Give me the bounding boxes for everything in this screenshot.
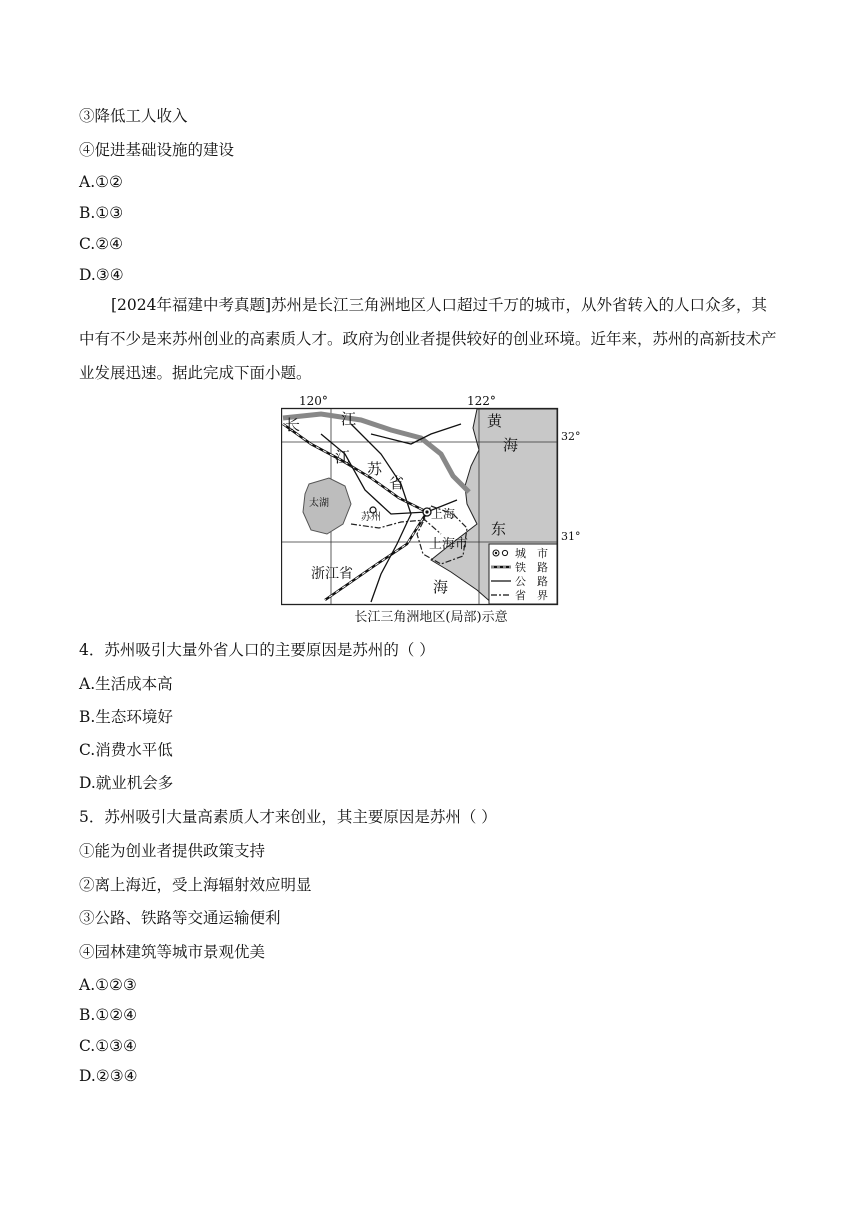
q5-stem: 5．苏州吸引大量高素质人才来创业，其主要原因是苏州（ ） [79,808,497,826]
shanghai-city-dot [425,510,428,513]
statement-4: ④促进基础设施的建设 [79,141,235,159]
label-shanghai: 上海 [431,507,456,521]
q4-stem: 4．苏州吸引大量外省人口的主要原因是苏州的（ ） [79,641,435,659]
label-jiang: 江 [341,410,357,428]
label-suzhou: 苏州 [361,512,381,523]
q4-option-b: B.生态环境好 [79,708,173,726]
label-shanghaishi: 上海市 [429,537,469,552]
option-b: B.①③ [79,204,124,222]
q5-option-c: C.①③④ [79,1037,137,1055]
q4-option-c: C.消费水平低 [79,741,173,759]
q5-statement-2: ②离上海近，受上海辐射效应明显 [79,876,312,894]
passage: [2024年福建中考真题]苏州是长江三角洲地区人口超过千万的城市，从外省转入的人口众多，其中有不少是来苏州创业的高素质人才。政府为创业者提供较好的创业环境。近年来，苏州的高新技术产业发展迅速。据此完成下面小题。 [79,296,777,382]
label-su: 苏 [367,460,383,478]
label-jiang2: 江 [335,448,351,466]
map-caption: 长江三角洲地区(局部)示意 [354,610,508,625]
statement-3: ③降低工人收入 [79,107,188,125]
q5-option-d: D.②③④ [79,1067,138,1085]
legend-label-city: 城 市 [515,547,548,560]
label-sheng: 省 [389,474,405,492]
lat-label-31: 31° [561,530,581,543]
yangtze-delta-map [281,394,581,630]
legend-label-highway: 公 路 [515,575,548,588]
q5-statement-1: ①能为创业者提供政策支持 [79,842,266,860]
label-zhejiang: 浙江省 [311,566,353,582]
legend-label-boundary: 省 界 [515,589,548,602]
option-a: A.①② [79,173,123,191]
label-taihu: 太湖 [309,498,329,509]
q5-statement-4: ④园林建筑等城市景观优美 [79,943,266,961]
q5-statement-3: ③公路、铁路等交通运输便利 [79,909,281,927]
lat-label-32: 32° [561,430,581,443]
q5-option-a: A.①②③ [79,976,137,994]
label-dong: 东 [491,520,507,538]
q5-option-b: B.①②④ [79,1006,138,1024]
label-hai1: 海 [503,436,519,454]
lon-label-122: 122° [467,394,496,408]
option-d: D.③④ [79,266,124,284]
q4-option-a: A.生活成本高 [79,675,173,693]
option-c: C.②④ [79,235,124,253]
label-hai2: 海 [433,578,449,596]
map-svg [281,394,581,608]
label-chang: 长 [285,416,301,434]
label-huang: 黄 [487,412,503,430]
legend-label-railway: 铁 路 [515,561,548,574]
legend-city-symbol-2 [502,550,507,555]
q4-option-d: D.就业机会多 [79,774,174,792]
lon-label-120: 120° [299,394,328,408]
